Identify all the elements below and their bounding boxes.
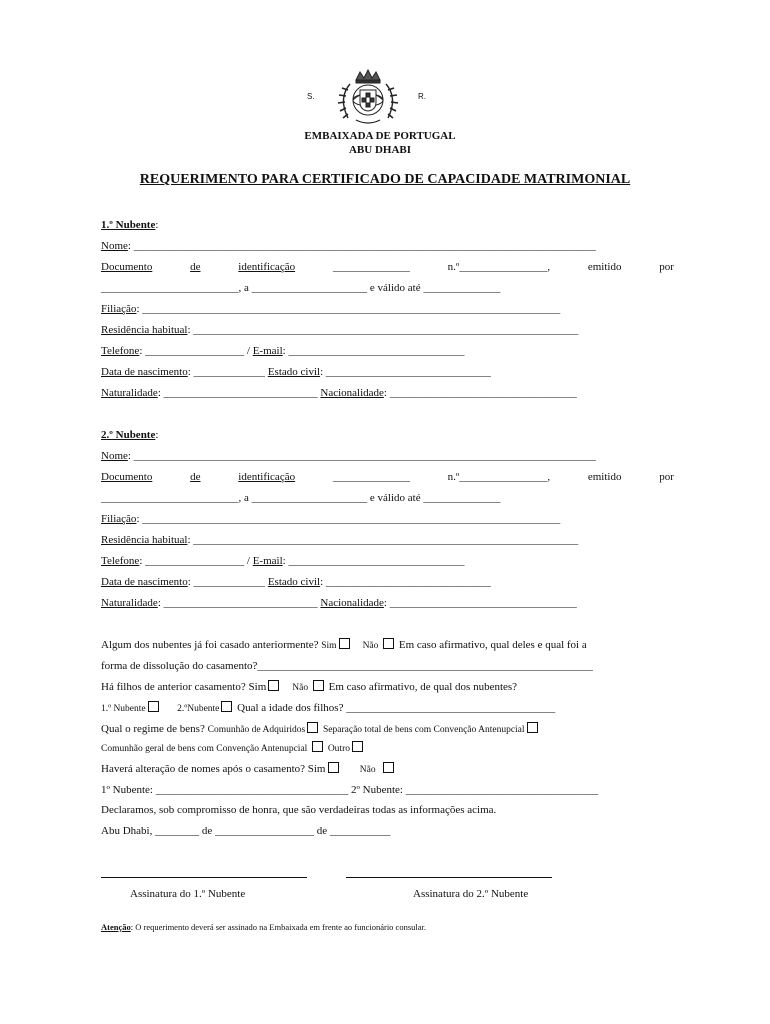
q3-nubente2-checkbox[interactable] [221,701,232,712]
nubente2-nome-label: Nome [101,450,128,462]
nubente1-filiacao-label: Filiação [101,303,137,315]
question-property-regime-more [101,741,365,756]
nubente2-documento-row[interactable] [101,470,674,484]
nubente1-heading [101,218,158,232]
nubente2-doc-word-6: emitido [587,471,622,483]
nubente1-email-line[interactable]: : ________________________________ [282,345,465,357]
nubente1-filiacao-line[interactable]: : ____________________________________________________________________________ [136,303,561,315]
nubente1-residencia-line[interactable]: : ______________________________________________________________________ [187,324,579,336]
q5-nao-checkbox[interactable] [383,762,394,773]
nubente2-nacionalidade-label: Nacionalidade [320,597,384,609]
q4-option-separacao-checkbox[interactable] [527,722,538,733]
nubente2-residencia-label: Residência habitual [101,534,188,546]
q4-option-comunhao-geral-label: Comunhão geral de bens com Convenção Antenupcial [101,744,308,754]
new-names-lines[interactable]: 1º Nubente: ___________________________________ 2º Nubente: ___________________________________ [101,784,599,796]
q4-option-comunhao-geral-checkbox[interactable] [312,741,323,752]
nubente2-doc-number-line[interactable]: n.º________________, [447,471,551,483]
signature-line-1[interactable] [101,877,307,878]
attention-note [101,922,426,932]
nubente2-doc-word-2: de [190,471,201,483]
signature-line-2[interactable] [346,877,552,878]
nubente2-filiacao-line[interactable]: : ____________________________________________________________________________ [136,513,561,525]
signature-label-1: Assinatura do 1.º Nubente [130,888,246,900]
nubente1-nascimento-label: Data de nascimento [101,366,188,378]
nubente2-origin-field[interactable] [101,596,577,610]
nubente2-estado-label: Estado civil [267,576,321,588]
q2-text: Há filhos de anterior casamento? Sim [101,681,267,693]
q4-option-adquiridos-label: Comunhão de Adquiridos [207,725,306,735]
declaration-text: Declaramos, sob compromisso de honra, que são verdadeiras todas as informações acima. [101,804,497,816]
nubente2-doc-word-7: por [659,471,674,483]
q2-followup: Em caso afirmativo, de qual dos nubentes? [328,681,518,693]
nubente1-birth-civil-field[interactable] [101,365,491,379]
q4-text: Qual o regime de bens? [101,723,205,735]
question-name-change [101,762,396,777]
nubente1-nacionalidade-label: Nacionalidade [320,387,384,399]
nubente1-doc-type-line[interactable]: ______________ [332,261,410,273]
q4-option-separacao-label: Separação total de bens com Convenção Antenupcial [323,725,525,735]
nubente2-nascimento-label: Data de nascimento [101,576,188,588]
nubente1-doc-word-7: por [659,261,674,273]
nubente1-doc-word-3: identificação [238,261,296,273]
coat-of-arms-icon [326,66,410,128]
nubente1-doc-issue-line[interactable]: _________________________, a _____________________ e válido até ______________ [101,282,501,294]
nubente1-telefone-label: Telefone [101,345,140,357]
nubente1-filiacao-field[interactable] [101,302,560,316]
question-property-regime [101,722,540,737]
embassy-city: ABU DHABI [348,144,412,156]
nubente1-doc-word-2: de [190,261,201,273]
q5-text: Haverá alteração de nomes após o casamento? Sim [101,763,326,775]
nubente1-nome-label: Nome [101,240,128,252]
nubente1-doc-number-line[interactable]: n.º________________, [447,261,551,273]
nubente2-contact-field[interactable] [101,554,464,568]
q5-sim-checkbox[interactable] [328,762,339,773]
q4-option-outro-checkbox[interactable] [352,741,363,752]
q3-age-line[interactable]: Qual a idade dos filhos? ______________________________________ [237,702,556,714]
nubente2-email-line[interactable]: : ________________________________ [282,555,465,567]
q2-nao-label: Não [292,683,309,693]
nubente2-doc-word-1: Documento [101,471,153,483]
nubente2-birth-civil-field[interactable] [101,575,491,589]
nubente2-nacionalidade-line[interactable]: : __________________________________ [383,597,577,609]
attention-text: : O requerimento deverá ser assinado na Embaixada em frente ao funcionário consular. [130,922,427,932]
q2-nao-checkbox[interactable] [313,680,324,691]
q1-nao-label: Não [362,641,379,651]
nubente2-telefone-label: Telefone [101,555,140,567]
nubente1-nascimento-line[interactable]: : _____________ [187,366,268,378]
nubente1-residencia-label: Residência habitual [101,324,188,336]
nubente1-estado-label: Estado civil [267,366,321,378]
nubente2-filiacao-field[interactable] [101,512,560,526]
page-title: REQUERIMENTO PARA CERTIFICADO DE CAPACIDADE MATRIMONIAL [139,172,631,187]
nubente1-heading-colon: : [155,219,159,231]
nubente1-documento-row[interactable] [101,260,674,274]
nubente1-telefone-line[interactable]: : __________________ / [139,345,253,357]
question-children [101,680,517,695]
q1-text: Algum dos nubentes já foi casado anteriormente? [101,639,319,651]
q1-sim-label: Sim [321,641,337,651]
nubente1-contact-field[interactable] [101,344,464,358]
nubente2-telefone-line[interactable]: : __________________ / [139,555,253,567]
q1-nao-checkbox[interactable] [383,638,394,649]
nubente2-heading [101,428,158,442]
q4-option-outro-label: Outro [327,744,350,754]
nubente1-heading-text: 1.º Nubente [101,219,156,231]
nubente2-residencia-field[interactable] [101,533,578,547]
place-date-line[interactable]: Abu Dhabi, ________ de __________________ de ___________ [101,825,391,837]
nubente2-naturalidade-label: Naturalidade [101,597,158,609]
q2-sim-checkbox[interactable] [268,680,279,691]
embassy-name: EMBAIXADA DE PORTUGAL [304,130,456,142]
question-previous-marriage [101,638,587,653]
q3-nubente1-checkbox[interactable] [148,701,159,712]
q1-dissolution-line[interactable]: forma de dissolução do casamento?_____________________________________________________________ [101,660,593,672]
nubente1-nome-line[interactable]: : ____________________________________________________________________________________ [127,240,596,252]
nubente2-doc-issue-line[interactable]: _________________________, a _____________________ e válido até ______________ [101,492,501,504]
question-children-age [101,701,555,716]
nubente2-nascimento-line[interactable]: : _____________ [187,576,268,588]
nubente2-filiacao-label: Filiação [101,513,137,525]
nubente2-nome-line[interactable]: : ____________________________________________________________________________________ [127,450,596,462]
nubente1-estado-line[interactable]: : ______________________________ [320,366,491,378]
q3-nubente1-label: 1.º Nubente [101,704,146,714]
q1-followup: Em caso afirmativo, qual deles e qual foi a [398,639,587,651]
attention-label: Atenção [101,922,131,932]
nubente1-doc-word-6: emitido [587,261,622,273]
nubente2-naturalidade-line[interactable]: : ____________________________ [157,597,321,609]
q5-nao-label: Não [359,765,376,775]
nubente1-residencia-field[interactable] [101,323,578,337]
nubente1-email-label: E-mail [252,345,283,357]
seal-letter-right: R. [418,92,426,101]
q3-nubente2-label: 2.ºNubente [177,704,220,714]
nubente2-heading-colon: : [155,429,159,441]
nubente2-doc-word-3: identificação [238,471,296,483]
nubente1-naturalidade-label: Naturalidade [101,387,158,399]
signature-label-2: Assinatura do 2.º Nubente [413,888,529,900]
q1-sim-checkbox[interactable] [339,638,350,649]
nubente1-origin-field[interactable] [101,386,577,400]
nubente2-nome-field[interactable] [101,449,596,463]
nubente2-email-label: E-mail [252,555,283,567]
nubente1-doc-word-1: Documento [101,261,153,273]
nubente2-heading-text: 2.º Nubente [101,429,156,441]
nubente1-nacionalidade-line[interactable]: : __________________________________ [383,387,577,399]
q4-option-adquiridos-checkbox[interactable] [307,722,318,733]
nubente1-nome-field[interactable] [101,239,596,253]
nubente2-residencia-line[interactable]: : ______________________________________________________________________ [187,534,579,546]
nubente1-naturalidade-line[interactable]: : ____________________________ [157,387,321,399]
seal-letter-left: S. [307,92,315,101]
nubente2-estado-line[interactable]: : ______________________________ [320,576,491,588]
nubente2-doc-type-line[interactable]: ______________ [332,471,410,483]
